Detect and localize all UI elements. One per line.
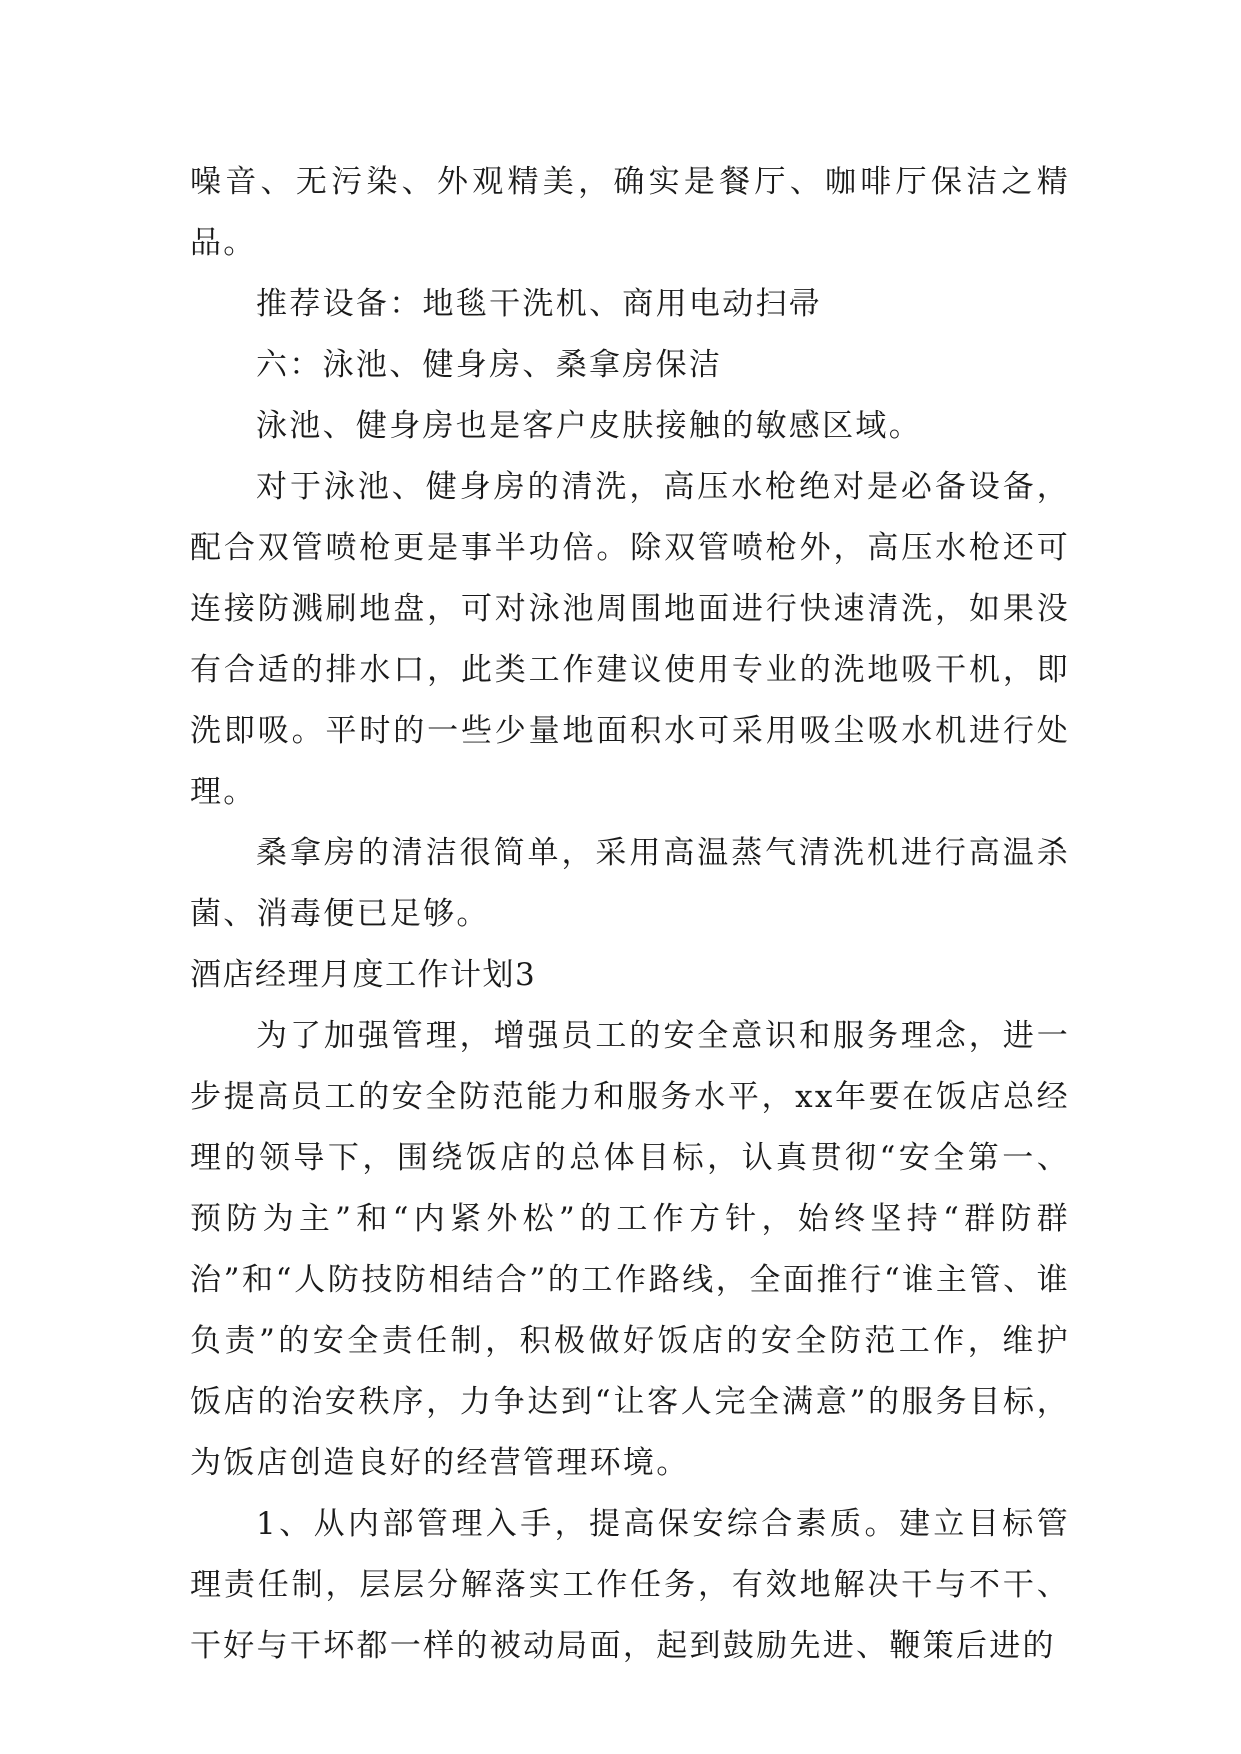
paragraph: 1、从内部管理入手，提高保安综合素质。建立目标管理责任制，层层分解落实工作任务，有效地解决干与不干、干好与干坏都一样的被动局面，起到鼓励先进、鞭策后进的: [190, 1506, 1070, 1664]
paragraph: 为了加强管理，增强员工的安全意识和服务理念，进一步提高员工的安全防范能力和服务水平，xx年要在饭店总经理的领导下，围绕饭店的总体目标，认真贯彻“安全第一、预防为主”和“内紧外松”的工作方针，始终坚持“群防群治”和“人防技防相结合”的工作路线，全面推行“谁主管、谁负责”的安全责任制，积极做好饭店的安全防范工作，维护饭店的治安秩序，力争达到“让客人完全满意”的服务目标，为饭店创造良好的经营管理环境。: [190, 1018, 1070, 1481]
paragraph: 噪音、无污染、外观精美，确实是餐厅、咖啡厅保洁之精品。: [190, 164, 1070, 261]
paragraph: 推荐设备：地毯干洗机、商用电动扫帚: [256, 286, 823, 322]
paragraph: 桑拿房的清洁很简单，采用高温蒸气清洗机进行高温杀菌、消毒便已足够。: [190, 835, 1070, 932]
paragraph: 对于泳池、健身房的清洗，高压水枪绝对是必备设备，配合双管喷枪更是事半功倍。除双管喷枪外，高压水枪还可连接防溅刷地盘，可对泳池周围地面进行快速清洗，如果没有合适的排水口，此类工作建议使用专业的洗地吸干机，即洗即吸。平时的一些少量地面积水可采用吸尘吸水机进行处理。: [190, 469, 1070, 810]
paragraph: 泳池、健身房也是客户皮肤接触的敏感区域。: [256, 408, 922, 444]
document-body: [190, 152, 1070, 1677]
document-heading: 酒店经理月度工作计划3: [190, 957, 537, 993]
section-heading: 六：泳池、健身房、桑拿房保洁: [256, 347, 723, 383]
